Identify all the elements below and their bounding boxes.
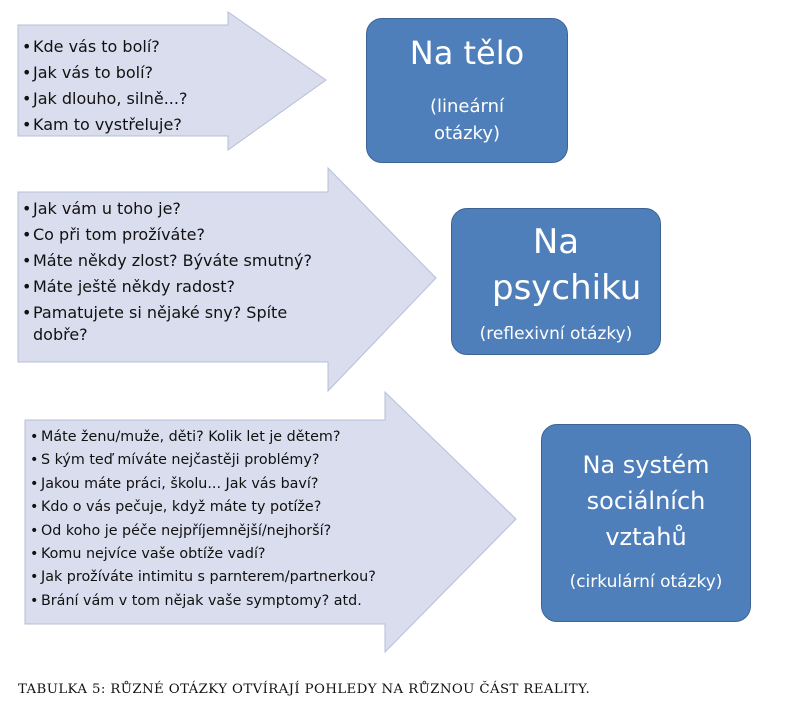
box-title: Na systém sociálních vztahů <box>582 451 710 551</box>
question-item: • Kam to vystřeluje? <box>22 112 222 138</box>
box-title: Na tělo <box>409 34 525 72</box>
question-item: • S kým teď míváte nejčastěji problémy? <box>30 449 410 472</box>
question-item: • Jak vás to bolí? <box>22 60 222 86</box>
question-item: • Co při tom prožíváte? <box>22 222 322 248</box>
box-subtitle: (lineární otázky) <box>429 96 505 144</box>
question-item: • Kde vás to bolí? <box>22 34 222 60</box>
questions-list-social <box>30 426 410 613</box>
question-item: • Pamatujete si nějaké sny? Spíte dobře? <box>22 302 322 346</box>
box-subtitle: (reflexivní otázky) <box>479 324 633 344</box>
question-item: • Komu nejvíce vaše obtíže vadí? <box>30 543 410 566</box>
box-subtitle: (cirkulární otázky) <box>569 572 723 592</box>
question-item: • Jak vám u toho je? <box>22 196 322 222</box>
question-item: • Jak prožíváte intimitu s parnterem/partnerkou? <box>30 566 410 589</box>
target-box-body <box>366 18 568 163</box>
target-box-social <box>541 424 751 622</box>
question-item: • Od koho je péče nejpříjemnější/nejhorší? <box>30 520 410 543</box>
question-item: • Jak dlouho, silně...? <box>22 86 222 112</box>
box-title: Na psychiku <box>492 222 642 308</box>
question-item: • Jakou máte práci, školu... Jak vás baví? <box>30 473 410 496</box>
question-item: • Máte ženu/muže, děti? Kolik let je dětem? <box>30 426 410 449</box>
figure-caption: TABULKA 5: RŮZNÉ OTÁZKY OTVÍRAJÍ POHLEDY NA RŮZNOU ČÁST REALITY. <box>18 682 591 697</box>
question-item: • Máte někdy zlost? Býváte smutný? <box>22 248 322 274</box>
question-item: • Kdo o vás pečuje, když máte ty potíže? <box>30 496 410 519</box>
questions-list-body <box>22 34 222 138</box>
question-item: • Brání vám v tom nějak vaše symptomy? atd. <box>30 590 410 613</box>
questions-list-psyche <box>22 196 322 346</box>
question-item: • Máte ještě někdy radost? <box>22 274 322 300</box>
target-box-psyche <box>451 208 661 355</box>
